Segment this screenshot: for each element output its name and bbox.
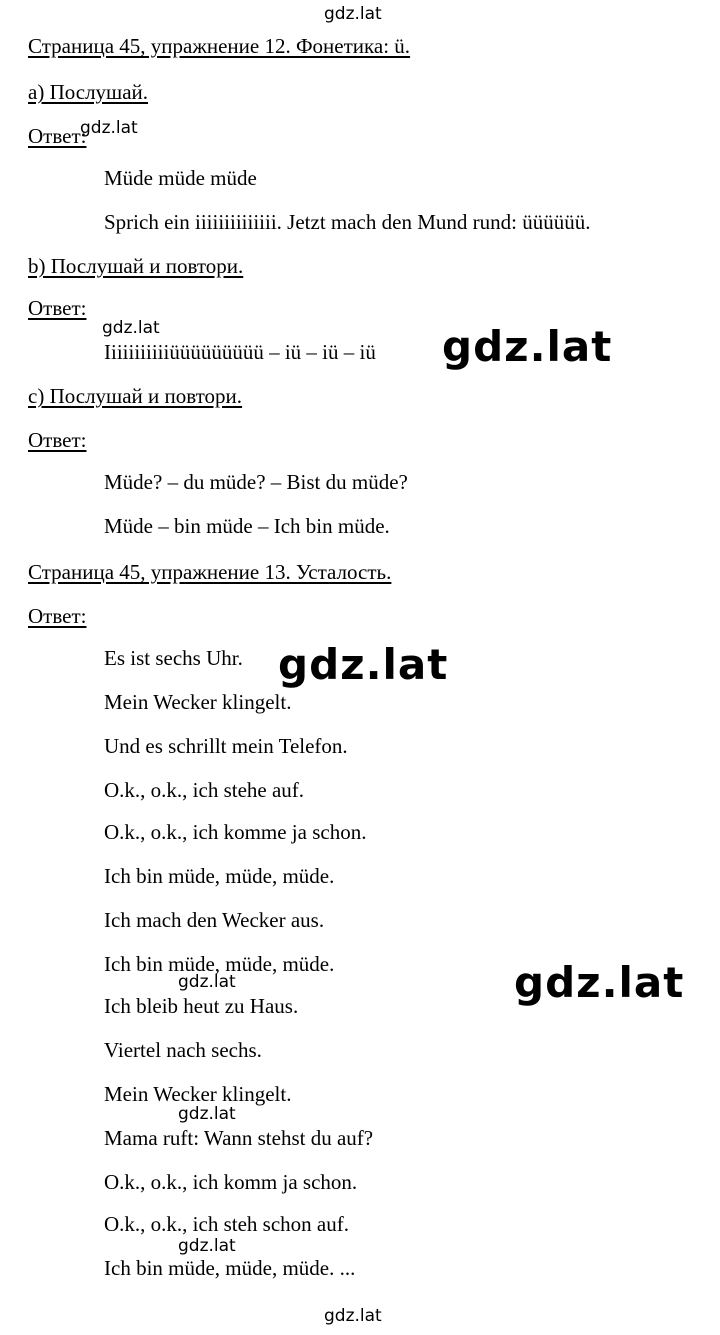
exercise-12-heading: Страница 45, упражнение 12. Фонетика: ü. xyxy=(28,34,411,58)
watermark: gdz.lat xyxy=(324,1306,382,1326)
poem-line: O.k., o.k., ich steh schon auf. xyxy=(104,1212,349,1236)
poem-line: Viertel nach sechs. xyxy=(104,1038,262,1062)
poem-line: O.k., o.k., ich komm ja schon. xyxy=(104,1170,358,1194)
poem-line: Ich mach den Wecker aus. xyxy=(104,908,325,932)
poem-line: O.k., o.k., ich komme ja schon. xyxy=(104,820,367,844)
watermark: gdz.lat xyxy=(102,318,160,338)
watermark: gdz.lat xyxy=(514,958,685,1007)
part-c-label: с) Послушай и повтори. xyxy=(28,384,243,408)
poem-line: Ich bleib heut zu Haus. xyxy=(104,994,299,1018)
part-c-answer-label: Ответ: xyxy=(28,428,87,452)
part-c-line-1: Müde? – du müde? – Bist du müde? xyxy=(104,470,408,494)
poem-line: Ich bin müde, müde, müde. xyxy=(104,952,335,976)
watermark: gdz.lat xyxy=(324,4,382,24)
watermark: gdz.lat xyxy=(178,1236,236,1256)
part-a-answer-label: Ответ: xyxy=(28,124,87,148)
watermark: gdz.lat xyxy=(178,972,236,992)
exercise-13-answer-label: Ответ: xyxy=(28,604,87,628)
poem-line: O.k., o.k., ich stehe auf. xyxy=(104,778,305,802)
poem-line: Und es schrillt mein Telefon. xyxy=(104,734,348,758)
watermark: gdz.lat xyxy=(442,322,613,371)
poem-line: Mein Wecker klingelt. xyxy=(104,690,292,714)
watermark: gdz.lat xyxy=(278,640,449,689)
poem-line: Es ist sechs Uhr. xyxy=(104,646,243,670)
exercise-13-heading: Страница 45, упражнение 13. Усталость. xyxy=(28,560,392,584)
poem-line: Mein Wecker klingelt. xyxy=(104,1082,292,1106)
part-a-line-2: Sprich ein iiiiiiiiiiiiii. Jetzt mach den Mund rund: üüüüüü. xyxy=(104,210,591,234)
part-a-label: а) Послушай. xyxy=(28,80,149,104)
watermark: gdz.lat xyxy=(178,1104,236,1124)
part-b-line: Iiiiiiiiiiiüüüüüüüüü – iü – iü – iü xyxy=(104,340,376,364)
poem-line: Mama ruft: Wann stehst du auf? xyxy=(104,1126,374,1150)
part-a-line-1: Müde müde müde xyxy=(104,166,257,190)
poem-line: Ich bin müde, müde, müde. xyxy=(104,864,335,888)
watermark: gdz.lat xyxy=(80,118,138,138)
part-b-answer-label: Ответ: xyxy=(28,296,87,320)
part-c-line-2: Müde – bin müde – Ich bin müde. xyxy=(104,514,390,538)
part-b-label: b) Послушай и повтори. xyxy=(28,254,244,278)
poem-line: Ich bin müde, müde, müde. ... xyxy=(104,1256,356,1280)
